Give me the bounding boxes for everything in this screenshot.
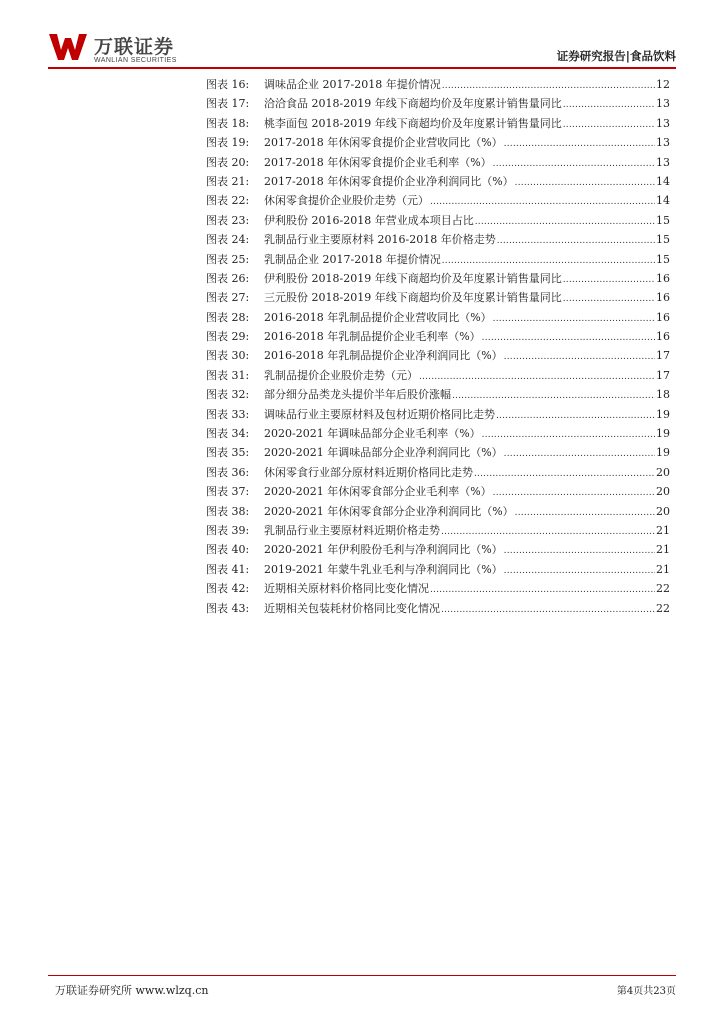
toc-leader-dots (474, 466, 655, 479)
toc-entry-page: 19 (656, 407, 670, 421)
toc-entry-title: 部分细分品类龙头提价半年后股价涨幅 (264, 388, 451, 402)
toc-entry-label: 图表 16: (206, 78, 250, 91)
toc-entry-page: 16 (656, 330, 670, 344)
footer-divider (48, 975, 676, 976)
toc-leader-dots (504, 543, 655, 556)
toc-entry-label: 图表 31: (206, 368, 250, 382)
toc-entry-label: 图表 30: (206, 349, 250, 363)
toc-entry-title: 三元股份 2018-2019 年线下商超均价及年度累计销售量同比 (264, 291, 562, 305)
toc-entry[interactable] (206, 406, 670, 425)
toc-entry[interactable] (206, 541, 670, 560)
toc-entry-page: 15 (656, 252, 670, 266)
toc-entry[interactable] (206, 192, 670, 211)
toc-entry[interactable] (206, 173, 670, 192)
toc-entry-label: 图表 37: (206, 485, 250, 499)
toc-entry-page: 21 (656, 543, 670, 557)
footer-source: 万联证券研究所 www.wlzq.cn (55, 984, 209, 997)
toc-entry-title: 2019-2021 年蒙牛乳业毛利与净利润同比（%） (264, 562, 503, 576)
toc-leader-dots (482, 330, 655, 343)
toc-entry-page: 15 (656, 213, 670, 227)
toc-leader-dots (563, 117, 655, 130)
toc-leader-dots (563, 291, 655, 304)
toc-entry[interactable] (206, 115, 670, 134)
toc-leader-dots (430, 582, 655, 595)
toc-entry[interactable] (206, 503, 670, 522)
toc-entry-title: 2016-2018 年乳制品提价企业毛利率（%） (264, 330, 481, 344)
toc-entry-title: 2017-2018 年休闲零食提价企业毛利率（%） (264, 155, 492, 169)
toc-entry-label: 图表 43: (206, 601, 250, 615)
logo-english-name: WANLIAN SECURITIES (94, 57, 177, 64)
toc-leader-dots (493, 156, 655, 169)
toc-entry[interactable] (206, 289, 670, 308)
toc-entry-label: 图表 35: (206, 446, 250, 460)
toc-entry-page: 17 (656, 368, 670, 382)
toc-leader-dots (563, 97, 655, 110)
toc-entry-title: 休闲零食行业部分原材料近期价格同比走势 (264, 465, 473, 479)
toc-entry[interactable] (206, 328, 670, 347)
toc-entry-title: 休闲零食提价企业股价走势（元） (264, 194, 429, 208)
page-header (48, 26, 676, 66)
toc-leader-dots (504, 446, 655, 459)
toc-entry-label: 图表 29: (206, 330, 250, 344)
toc-entry-page: 20 (656, 465, 670, 479)
toc-leader-dots (441, 602, 655, 615)
toc-entry-page: 21 (656, 562, 670, 576)
toc-entry[interactable] (206, 367, 670, 386)
toc-entry-page: 17 (656, 349, 670, 363)
toc-entry-page: 18 (656, 388, 670, 402)
toc-entry[interactable] (206, 464, 670, 483)
toc-entry-page: 22 (656, 601, 670, 615)
toc-leader-dots (441, 524, 655, 537)
toc-entry-page: 13 (656, 155, 670, 169)
toc-entry-page: 16 (656, 310, 670, 324)
toc-leader-dots (493, 485, 655, 498)
toc-entry-title: 近期相关包装耗材价格同比变化情况 (264, 601, 440, 615)
toc-entry[interactable] (206, 95, 670, 114)
toc-entry-page: 14 (656, 194, 670, 208)
toc-entry[interactable] (206, 386, 670, 405)
toc-entry-label: 图表 24: (206, 233, 250, 247)
toc-entry-label: 图表 20: (206, 155, 250, 169)
toc-entry-page: 20 (656, 485, 670, 499)
logo-chinese-name: 万联证券 (94, 36, 175, 58)
toc-entry[interactable] (206, 483, 670, 502)
toc-entry-title: 2020-2021 年伊利股份毛利与净利润同比（%） (264, 543, 503, 557)
toc-entry-label: 图表 17: (206, 97, 250, 111)
toc-entry-title: 乳制品提价企业股价走势（元） (264, 368, 418, 382)
toc-entry-label: 图表 33: (206, 407, 250, 421)
wanlian-logo-icon (48, 32, 88, 62)
toc-entry-label: 图表 36: (206, 465, 250, 479)
toc-entry-title: 乳制品企业 2017-2018 年提价情况 (264, 252, 441, 266)
toc-entry[interactable] (206, 251, 670, 270)
toc-entry-page: 21 (656, 523, 670, 537)
toc-entry[interactable] (206, 231, 670, 250)
toc-entry-label: 图表 19: (206, 136, 250, 150)
toc-entry-page: 20 (656, 504, 670, 518)
figure-list (206, 76, 670, 619)
toc-entry-label: 图表 39: (206, 523, 250, 537)
toc-leader-dots (563, 272, 655, 285)
toc-leader-dots (442, 78, 655, 91)
toc-entry[interactable] (206, 270, 670, 289)
toc-entry-title: 2017-2018 年休闲零食提价企业营收同比（%） (264, 136, 503, 150)
toc-leader-dots (430, 194, 655, 207)
toc-entry-title: 乳制品行业主要原材料近期价格走势 (264, 523, 440, 537)
toc-entry-page: 22 (656, 582, 670, 596)
toc-entry[interactable] (206, 309, 670, 328)
toc-entry-title: 2016-2018 年乳制品提价企业营收同比（%） (264, 310, 492, 324)
toc-entry-title: 洽洽食品 2018-2019 年线下商超均价及年度累计销售量同比 (264, 97, 562, 111)
toc-entry[interactable] (206, 134, 670, 153)
toc-entry-label: 图表 18: (206, 116, 250, 130)
toc-leader-dots (452, 388, 655, 401)
toc-entry-page: 19 (656, 446, 670, 460)
toc-entry-title: 2016-2018 年乳制品提价企业净利润同比（%） (264, 349, 503, 363)
toc-leader-dots (475, 214, 655, 227)
toc-entry-title: 近期相关原材料价格同比变化情况 (264, 582, 429, 596)
toc-entry-label: 图表 28: (206, 310, 250, 324)
toc-entry-page: 16 (656, 271, 670, 285)
toc-entry-title: 桃李面包 2018-2019 年线下商超均价及年度累计销售量同比 (264, 116, 562, 130)
toc-entry-title: 伊利股份 2018-2019 年线下商超均价及年度累计销售量同比 (264, 271, 562, 285)
toc-entry-label: 图表 26: (206, 271, 250, 285)
toc-entry[interactable] (206, 154, 670, 173)
toc-entry[interactable] (206, 522, 670, 541)
toc-entry-title: 乳制品行业主要原材料 2016-2018 年价格走势 (264, 233, 496, 247)
toc-entry[interactable] (206, 212, 670, 231)
toc-entry-title: 调味品企业 2017-2018 年提价情况 (264, 78, 441, 91)
toc-entry[interactable] (206, 76, 670, 95)
toc-entry-title: 2017-2018 年休闲零食提价企业净利润同比（%） (264, 174, 514, 188)
toc-entry-label: 图表 34: (206, 427, 250, 441)
toc-entry-page: 16 (656, 291, 670, 305)
toc-leader-dots (497, 233, 655, 246)
toc-leader-dots (442, 253, 655, 266)
toc-entry-label: 图表 38: (206, 504, 250, 518)
toc-leader-dots (419, 369, 655, 382)
toc-entry[interactable] (206, 561, 670, 580)
toc-leader-dots (504, 349, 655, 362)
toc-entry-title: 2020-2021 年调味品部分企业净利润同比（%） (264, 446, 503, 460)
toc-leader-dots (496, 408, 655, 421)
toc-entry-label: 图表 25: (206, 252, 250, 266)
toc-entry-title: 2020-2021 年休闲零食部分企业毛利率（%） (264, 485, 492, 499)
toc-entry-label: 图表 32: (206, 388, 250, 402)
toc-leader-dots (482, 427, 655, 440)
toc-entry[interactable] (206, 347, 670, 366)
toc-entry-page: 15 (656, 233, 670, 247)
toc-entry-label: 图表 21: (206, 174, 250, 188)
toc-leader-dots (515, 505, 655, 518)
toc-entry-page: 14 (656, 174, 670, 188)
toc-entry[interactable] (206, 600, 670, 619)
toc-entry-label: 图表 40: (206, 543, 250, 557)
toc-entry-page: 13 (656, 116, 670, 130)
toc-leader-dots (504, 563, 655, 576)
toc-leader-dots (515, 175, 655, 188)
toc-entry-label: 图表 22: (206, 194, 250, 208)
toc-entry-title: 2020-2021 年调味品部分企业毛利率（%） (264, 427, 481, 441)
toc-entry[interactable] (206, 425, 670, 444)
report-type-label: 证券研究报告|食品饮料 (556, 49, 676, 63)
toc-entry-label: 图表 41: (206, 562, 250, 576)
toc-leader-dots (504, 136, 655, 149)
toc-entry-title: 2020-2021 年休闲零食部分企业净利润同比（%） (264, 504, 514, 518)
toc-entry-label: 图表 42: (206, 582, 250, 596)
footer-page-number: 第4页共23页 (616, 986, 676, 997)
toc-entry-page: 19 (656, 427, 670, 441)
toc-entry[interactable] (206, 580, 670, 599)
header-divider (48, 67, 676, 69)
toc-entry-label: 图表 27: (206, 291, 250, 305)
toc-entry-page: 13 (656, 136, 670, 150)
toc-entry-page: 12 (656, 78, 670, 91)
toc-leader-dots (493, 311, 655, 324)
toc-entry[interactable] (206, 444, 670, 463)
toc-entry-page: 13 (656, 97, 670, 111)
toc-entry-title: 调味品行业主要原材料及包材近期价格同比走势 (264, 407, 495, 421)
toc-entry-label: 图表 23: (206, 213, 250, 227)
toc-entry-title: 伊利股份 2016-2018 年营业成本项目占比 (264, 213, 474, 227)
